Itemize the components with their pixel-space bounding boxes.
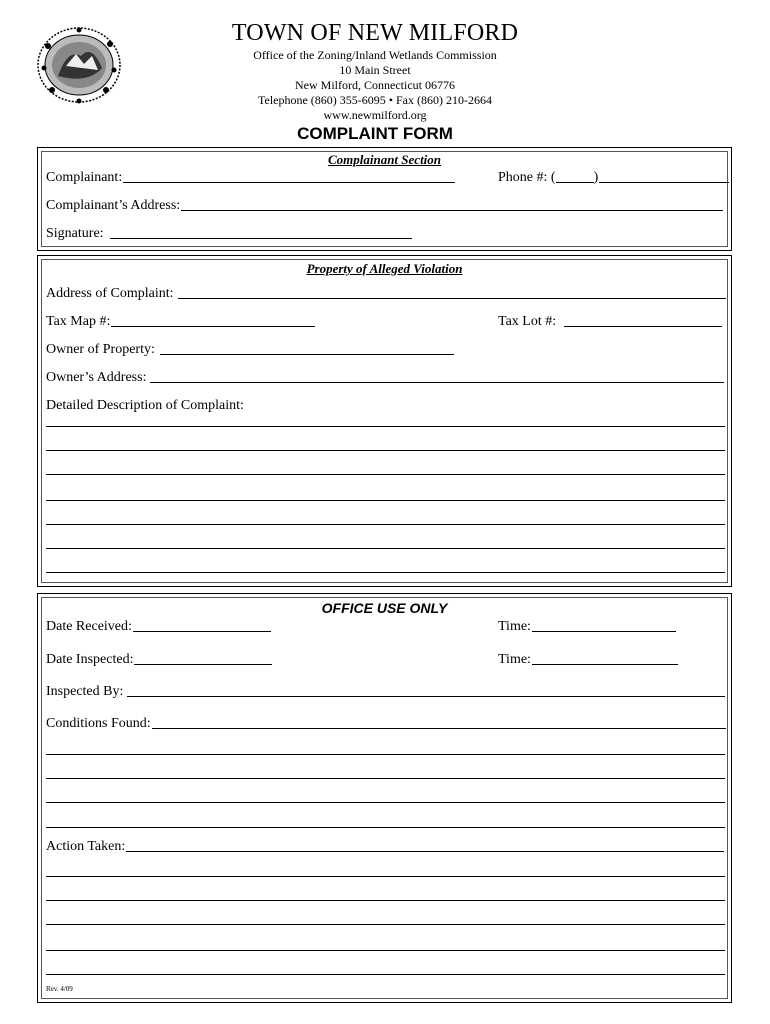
conditions-line-2[interactable] <box>46 778 725 779</box>
inspected-by-field[interactable] <box>46 682 725 700</box>
phone-label: Phone #: ( <box>498 170 556 185</box>
tax-map-field[interactable] <box>46 312 315 330</box>
inspected-by-input-line[interactable] <box>127 695 725 697</box>
description-line-3[interactable] <box>46 474 725 475</box>
tax-lot-field[interactable] <box>498 312 722 330</box>
phone-fax: Telephone (860) 355-6095 • Fax (860) 210-2664 <box>258 93 492 107</box>
tax-map-input-line[interactable] <box>111 325 315 327</box>
description-label: Detailed Description of Complaint: <box>46 398 244 413</box>
action-taken-field[interactable] <box>46 837 724 855</box>
signature-input-line[interactable] <box>110 237 412 239</box>
owner-address-label: Owner’s Address: <box>46 370 147 385</box>
city-address: New Milford, Connecticut 06776 <box>295 78 455 92</box>
signature-field[interactable] <box>46 224 412 242</box>
date-received-field[interactable] <box>46 617 271 635</box>
complainant-section-title: Complainant Section <box>327 152 442 167</box>
date-inspected-field[interactable] <box>46 650 272 668</box>
tax-lot-label: Tax Lot #: <box>498 314 557 329</box>
conditions-found-label: Conditions Found: <box>46 716 151 731</box>
complaint-address-input-line[interactable] <box>178 297 726 299</box>
conditions-line-4[interactable] <box>46 827 725 828</box>
owner-label: Owner of Property: <box>46 342 155 357</box>
complainant-input-line[interactable] <box>123 181 455 183</box>
time-received-input-line[interactable] <box>532 630 676 632</box>
office-use-section <box>37 593 732 1003</box>
time-inspected-input-line[interactable] <box>532 663 678 665</box>
town-name: TOWN OF NEW MILFORD <box>231 20 519 46</box>
action-line-5[interactable] <box>46 974 725 975</box>
complaint-address-label: Address of Complaint: <box>46 286 174 301</box>
complaint-address-field[interactable] <box>46 284 726 302</box>
tax-lot-input-line[interactable] <box>564 325 722 327</box>
website: www.newmilford.org <box>323 108 427 122</box>
form-title: COMPLAINT FORM <box>297 124 453 143</box>
date-inspected-input-line[interactable] <box>134 663 272 665</box>
conditions-line-1[interactable] <box>46 754 725 755</box>
conditions-found-field[interactable] <box>46 714 726 732</box>
owner-address-input-line[interactable] <box>150 381 724 383</box>
action-line-2[interactable] <box>46 900 725 901</box>
office-name: Office of the Zoning/Inland Wetlands Commission <box>253 48 497 62</box>
description-line-6[interactable] <box>46 548 725 549</box>
description-line-4[interactable] <box>46 500 725 501</box>
action-taken-input-line[interactable] <box>126 850 724 852</box>
complainant-label: Complainant: <box>46 170 123 185</box>
office-use-title: OFFICE USE ONLY <box>321 600 448 616</box>
phone-paren: ) <box>593 170 599 185</box>
signature-label: Signature: <box>46 226 104 241</box>
owner-address-field[interactable] <box>46 368 724 386</box>
owner-input-line[interactable] <box>160 353 454 355</box>
area-code-input-line[interactable] <box>556 181 594 183</box>
conditions-line-3[interactable] <box>46 802 725 803</box>
property-section-title: Property of Alleged Violation <box>306 261 463 276</box>
phone-input-line[interactable] <box>599 181 729 183</box>
action-line-4[interactable] <box>46 950 725 951</box>
time-received-field[interactable] <box>498 617 676 635</box>
revision-note: Rev. 4/09 <box>46 985 73 993</box>
description-line-7[interactable] <box>46 572 725 573</box>
phone-field[interactable] <box>498 168 729 186</box>
date-inspected-label: Date Inspected: <box>46 652 134 667</box>
complainant-field[interactable] <box>46 168 455 186</box>
conditions-found-input-line[interactable] <box>152 727 726 729</box>
action-line-1[interactable] <box>46 876 725 877</box>
time-received-label: Time: <box>498 619 531 634</box>
town-seal-logo <box>36 26 122 104</box>
complainant-address-input-line[interactable] <box>181 209 723 211</box>
action-line-3[interactable] <box>46 924 725 925</box>
street-address: 10 Main Street <box>339 63 411 77</box>
tax-map-label: Tax Map #: <box>46 314 111 329</box>
time-inspected-label: Time: <box>498 652 531 667</box>
time-inspected-field[interactable] <box>498 650 678 668</box>
complainant-section <box>37 147 732 251</box>
property-section <box>37 255 732 587</box>
complainant-address-label: Complainant’s Address: <box>46 198 181 213</box>
date-received-input-line[interactable] <box>133 630 271 632</box>
action-taken-label: Action Taken: <box>46 839 126 854</box>
description-line-2[interactable] <box>46 450 725 451</box>
complainant-address-field[interactable] <box>46 196 723 214</box>
date-received-label: Date Received: <box>46 619 132 634</box>
owner-field[interactable] <box>46 340 454 358</box>
description-line-1[interactable] <box>46 426 725 427</box>
inspected-by-label: Inspected By: <box>46 684 124 699</box>
description-line-5[interactable] <box>46 524 725 525</box>
